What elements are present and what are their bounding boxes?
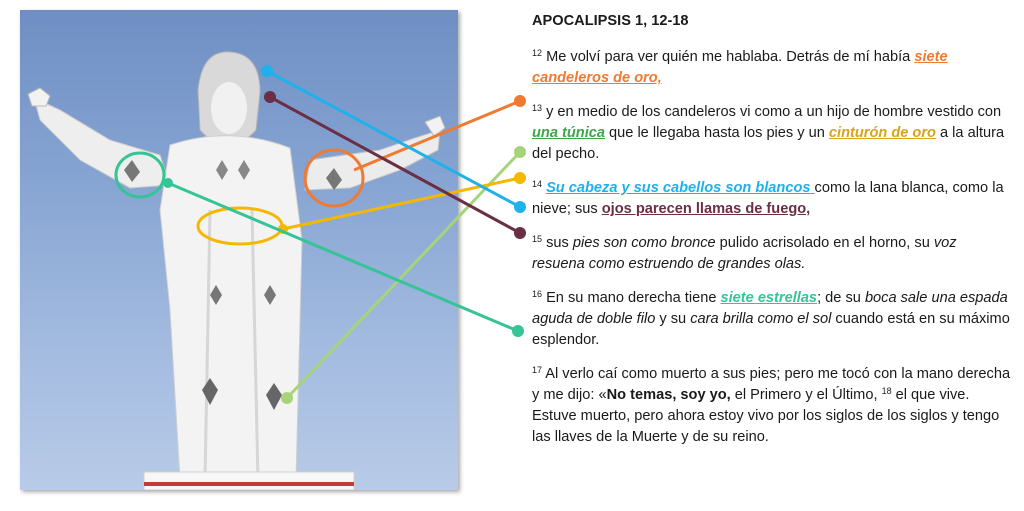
verse-13-text-1: y en medio de los candeleros vi como a un hijo de hombre vestido con (542, 104, 1002, 120)
verse-12-text: Me volví para ver quién me hablaba. Detrás de mí había (542, 49, 915, 65)
statue-base-stripe (144, 482, 354, 486)
verse-17-bold: No temas, soy yo, (606, 387, 731, 403)
verse-13 (532, 102, 1012, 165)
verse-16-text-2: ; de su (817, 290, 865, 306)
highlight-candeleros: siete candeleros de oro, (532, 49, 948, 86)
statue-left-hand (28, 88, 50, 106)
verse-14-text: como la lana blanca, como la nieve; sus (532, 180, 1004, 217)
connector-dot-teal-end (512, 325, 524, 337)
highlight-tunica: una túnica (532, 125, 605, 141)
highlight-estrellas: siete estrellas (720, 290, 818, 306)
highlight-cinturon: cinturón de oro (828, 125, 936, 141)
statue-robe (160, 136, 302, 480)
statue-left-arm (34, 98, 170, 188)
connector-dot-gold-end (514, 172, 526, 184)
verse-13-text-2: que le llegaba hasta los pies y un (604, 125, 829, 141)
statue-right-arm (305, 130, 440, 190)
connector-dot-blue-end (514, 201, 526, 213)
verse-15 (532, 233, 1012, 275)
verse-15-text-2: pulido acrisolado en el horno, su (715, 235, 934, 251)
verse-12 (532, 47, 1012, 89)
verse-16-text-1: En su mano derecha tiene (542, 290, 721, 306)
verse-number-16: 16 (532, 289, 543, 299)
verse-16 (532, 288, 1012, 351)
verse-15-italic-2: voz resuena como estruendo de grandes olas. (532, 235, 957, 272)
verse-number-12: 12 (532, 48, 543, 58)
statue-base (144, 472, 354, 490)
highlight-cabeza: Su cabeza y sus cabellos son blancos (546, 180, 815, 196)
verse-15-text-1: sus (542, 235, 573, 251)
verse-number-18: 18 (881, 386, 892, 396)
statue-face (211, 82, 247, 134)
verse-number-15: 15 (532, 234, 543, 244)
connector-dot-orange (514, 95, 526, 107)
verse-number-17: 17 (532, 365, 543, 375)
verse-number-13: 13 (532, 103, 543, 113)
statue-illustration (20, 10, 458, 490)
verse-16-italic-2: cara brilla como el sol (690, 311, 832, 327)
verse-17-text-2: el Primero y el Último, (730, 387, 882, 403)
verse-16-italic-1: boca sale una espada aguda de doble filo (532, 290, 1008, 327)
verse-17 (532, 364, 1012, 448)
verse-15-italic-1: pies son como bronce (572, 235, 716, 251)
verse-16-text-3: y su (655, 311, 691, 327)
verse-18-text: el que vive. Estuve muerto, pero ahora estoy vivo por los siglos de los siglos y tengo las llaves de la Muerte y de su reino. (532, 387, 1000, 445)
statue-right-hand (425, 116, 445, 136)
verse-14 (532, 178, 1012, 220)
scripture-text (532, 11, 1012, 461)
connector-dot-purple-end (514, 227, 526, 239)
connector-dot-green-end (514, 146, 526, 158)
verse-17-text-1: Al verlo caí como muerto a sus pies; pero me tocó con la mano derecha y me dijo: « (532, 366, 1011, 403)
verse-16-text-4: cuando está en su máximo esplendor. (532, 311, 1010, 348)
statue-photo (20, 10, 458, 490)
highlight-ojos: ojos parecen llamas de fuego, (601, 201, 811, 217)
verse-number-14: 14 (532, 179, 543, 189)
passage-title: APOCALIPSIS 1, 12-18 (532, 13, 689, 29)
verse-13-text-3: a la altura del pecho. (532, 125, 1005, 162)
